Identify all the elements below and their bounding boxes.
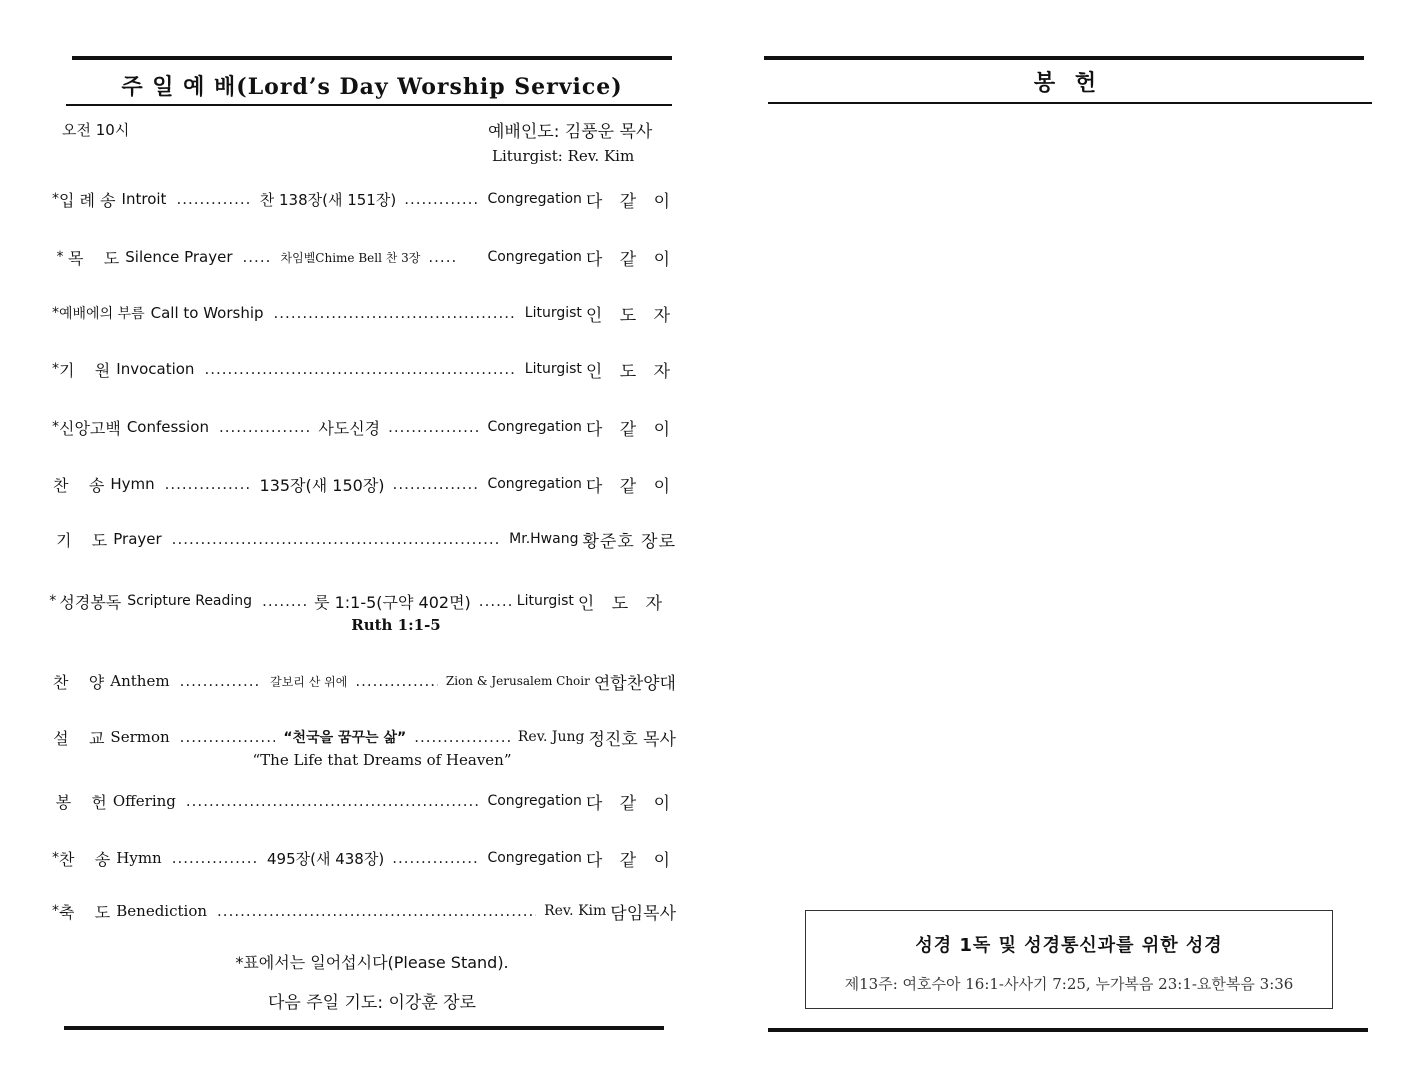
stand-note: *표에서는 일어섭시다(Please Stand). bbox=[235, 953, 509, 972]
liturgist-korean: 예배인도: 김풍운 목사 bbox=[488, 122, 653, 142]
service-item-hymn-1: 찬 송 Hymn ..... 135장(새 150장) ..... Congregation 다 같 이 bbox=[52, 471, 676, 497]
bottom-rule-right bbox=[768, 1028, 1368, 1032]
service-item-prayer: 기 도 Prayer ..... Mr.Hwang 황준호 장로 bbox=[52, 526, 676, 552]
service-item-silence-prayer: * 목 도 Silence Prayer ..... 차임벨Chime Bell 찬 3장 ..... Congregation 다 같 이 bbox=[52, 244, 676, 270]
sermon-title-english: “The Life that Dreams of Heaven” bbox=[252, 751, 512, 769]
service-item-invocation: * 기 원 Invocation ..... Liturgist 인 도 자 bbox=[52, 356, 676, 382]
page-title-right: 봉 헌 bbox=[1033, 71, 1103, 96]
bible-reading-schedule: 제13주: 여호수아 16:1-사사기 7:25, 누가복음 23:1-요한복음 3:36 bbox=[844, 975, 1294, 993]
liturgist-english: Liturgist: Rev. Kim bbox=[492, 147, 635, 165]
service-item-benediction: * 축 도 Benediction ..... Rev. Kim 담임목사 bbox=[52, 898, 676, 924]
bible-reading-title: 성경 1독 및 성경통신과를 위한 성경 bbox=[915, 935, 1223, 956]
service-item-offering: 봉 헌 Offering ..... Congregation 다 같 이 bbox=[52, 788, 676, 814]
service-item-hymn-2: * 찬 송 Hymn ..... 495장(새 438장) ..... Congregation 다 같 이 bbox=[52, 845, 676, 871]
service-item-call-to-worship: * 예배에의 부름 Call to Worship ..... Liturgist 인 도 자 bbox=[52, 300, 676, 326]
service-item-anthem: 찬 양 Anthem ..... 갈보리 산 위에 ..... Zion & Jerusalem Choir 연합찬양대 bbox=[52, 668, 676, 694]
title-underline-left bbox=[66, 104, 672, 106]
top-rule-left bbox=[72, 56, 672, 60]
bottom-rule-left bbox=[64, 1026, 664, 1030]
service-item-confession: * 신앙고백 Confession ..... 사도신경 ..... Congregation 다 같 이 bbox=[52, 414, 676, 440]
bible-reading-box bbox=[805, 910, 1333, 1009]
title-underline-right bbox=[768, 102, 1372, 104]
next-week-prayer: 다음 주일 기도: 이강훈 장로 bbox=[268, 993, 476, 1013]
scripture-reference-english: Ruth 1:1-5 bbox=[351, 616, 441, 634]
top-rule-right bbox=[764, 56, 1364, 60]
service-item-scripture-reading: * 성경봉독 Scripture Reading ..... 룻 1:1-5(구약 402면) ..... Liturgist 인 도 자 bbox=[46, 588, 668, 614]
service-item-introit: * 입 례 송 Introit ..... 찬 138장(새 151장) ..... Congregation 다 같 이 bbox=[52, 186, 676, 212]
service-time: 오전 10시 bbox=[62, 121, 130, 139]
service-item-sermon: 설 교 Sermon ..... “천국을 꿈꾸는 삶” ..... Rev. Jung 정진호 목사 bbox=[52, 724, 676, 750]
page-title-left: 주 일 예 배(Lord’s Day Worship Service) bbox=[121, 74, 623, 100]
